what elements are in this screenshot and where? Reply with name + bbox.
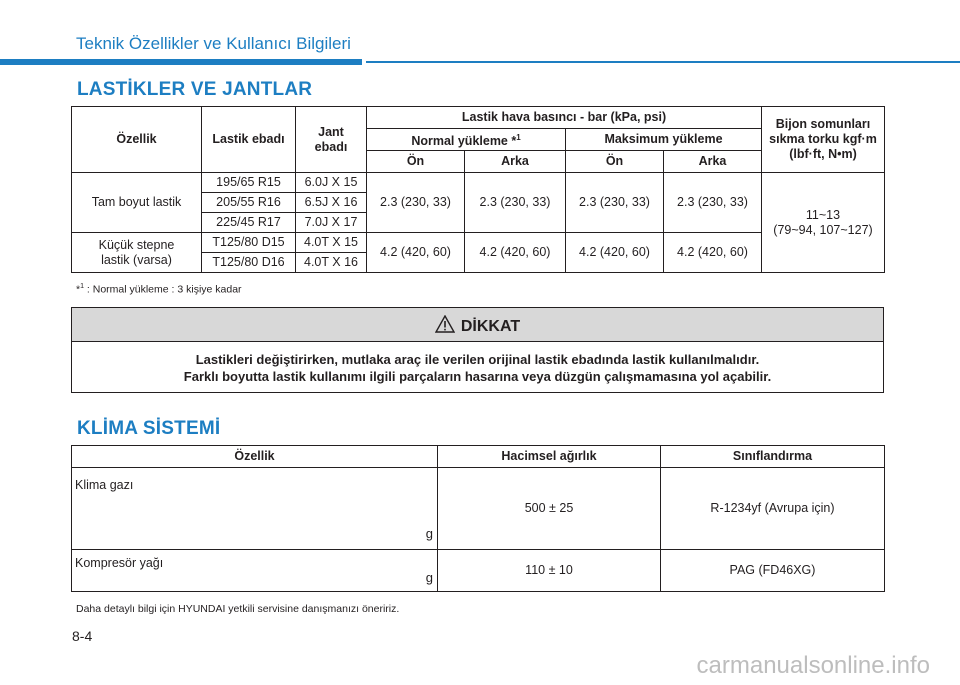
torque-value-2: (79~94, 107~127) (773, 222, 873, 237)
ac-unit: g (425, 526, 433, 541)
tire-size-cell: 195/65 R15 (202, 173, 296, 193)
caution-box (71, 307, 884, 393)
header-max-rear: Arka (664, 151, 762, 173)
full-max-front: 2.3 (230, 33) (566, 173, 664, 233)
spare-normal-rear: 4.2 (420, 60) (465, 233, 566, 273)
full-max-rear: 2.3 (230, 33) (664, 173, 762, 233)
tire-size-cell: 205/55 R16 (202, 193, 296, 213)
normal-load-text: Normal yükleme * (411, 134, 517, 149)
header-tire-size: Lastik ebadı (202, 107, 296, 173)
header-normal-rear: Arka (465, 151, 566, 173)
header-title: Teknik Özellikler ve Kullanıcı Bilgileri (76, 34, 351, 53)
full-normal-front: 2.3 (230, 33) (367, 173, 465, 233)
tire-size-cell: T125/80 D15 (202, 233, 296, 253)
torque-value: 11~13 (805, 207, 841, 222)
caution-title (72, 315, 883, 336)
tire-footnote (76, 283, 242, 296)
ac-row-class: PAG (FD46XG) (661, 550, 885, 592)
ac-header-class: Sınıflandırma (661, 446, 885, 468)
footnote-marker: * (76, 283, 81, 296)
header-item: Özellik (72, 107, 202, 173)
ac-row-class: R-1234yf (Avrupa için) (661, 468, 885, 550)
footnote-sup: 1 (80, 283, 84, 290)
service-note: Daha detaylı bilgi için HYUNDAI yetkili servisine danışmanızı öneririz. (76, 603, 400, 615)
ac-item-label: Klima gazı (75, 478, 134, 492)
tire-size-cell: 225/45 R17 (202, 213, 296, 233)
full-size-label: Tam boyut lastik (72, 173, 202, 233)
tire-section-title: LASTİKLER VE JANTLAR (77, 79, 313, 100)
spare-label: Küçük stepne lastik (varsa) (72, 233, 202, 273)
header-rule (0, 59, 960, 65)
spare-max-front: 4.2 (420, 60) (566, 233, 664, 273)
footnote-text: : Normal yükleme : 3 kişiye kadar (84, 283, 242, 296)
ac-table (71, 445, 885, 592)
header-max-front: Ön (566, 151, 664, 173)
tire-table (71, 106, 885, 273)
ac-row-volume: 500 ± 25 (438, 468, 661, 550)
wheel-size-cell: 4.0T X 15 (296, 233, 367, 253)
wheel-size-cell: 6.0J X 15 (296, 173, 367, 193)
caution-line-1: Lastikleri değiştirirken, mutlaka araç ile verilen orijinal lastik ebadında lastik kullanılmalıdır. (195, 352, 760, 367)
tire-size-cell: T125/80 D16 (202, 253, 296, 273)
header-pressure: Lastik hava basıncı - bar (kPa, psi) (367, 107, 762, 129)
ac-item-label: Kompresör yağı (75, 556, 164, 570)
page-number: 8-4 (72, 628, 93, 644)
header-max-load: Maksimum yükleme (566, 129, 762, 151)
ac-section-title: KLİMA SİSTEMİ (77, 418, 221, 439)
header-wheel-size: Jant ebadı (296, 107, 367, 173)
ac-header-item: Özellik (72, 446, 438, 468)
ac-row-volume: 110 ± 10 (438, 550, 661, 592)
ac-header-volume: Hacimsel ağırlık (438, 446, 661, 468)
caution-body (72, 342, 883, 385)
torque-value-cell (762, 173, 885, 273)
watermark: carmanualsonline.info (696, 652, 930, 679)
spare-normal-front: 4.2 (420, 60) (367, 233, 465, 273)
ac-row-item (72, 468, 438, 550)
full-normal-rear: 2.3 (230, 33) (465, 173, 566, 233)
header-normal-load (367, 129, 566, 151)
ac-unit: g (425, 570, 433, 585)
wheel-size-cell: 6.5J X 16 (296, 193, 367, 213)
wheel-size-cell: 7.0J X 17 (296, 213, 367, 233)
header-rule-thin (366, 61, 960, 63)
caution-bar (72, 308, 883, 342)
caution-line-2: Farklı boyutta lastik kullanımı ilgili parçaların hasarına veya düzgün çalışmamasına yol açabilir. (183, 369, 772, 384)
normal-load-sup: 1 (516, 132, 521, 142)
wheel-size-cell: 4.0T X 16 (296, 253, 367, 273)
header-normal-front: Ön (367, 151, 465, 173)
header-torque: Bijon somunları sıkma torku kgf·m (lbf·ft, N•m) (762, 107, 885, 173)
warning-triangle-icon (435, 315, 455, 333)
header-rule-thick (0, 59, 362, 65)
caution-title-text: DİKKAT (460, 318, 521, 335)
spare-max-rear: 4.2 (420, 60) (664, 233, 762, 273)
ac-row-item (72, 550, 438, 592)
